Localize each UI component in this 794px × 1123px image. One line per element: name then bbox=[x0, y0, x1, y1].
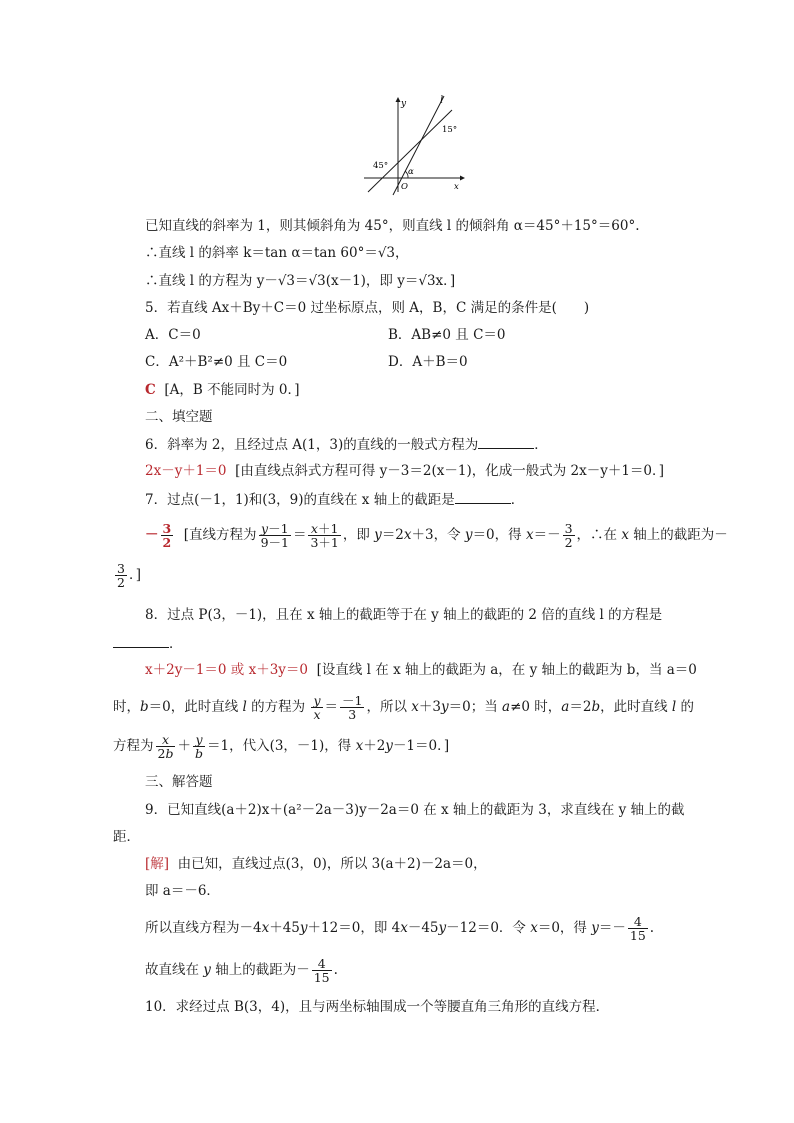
section-solve-heading: 三、解答题 bbox=[145, 774, 213, 790]
q4-solution-line2: ∴直线 l 的斜率 k＝tan α＝tan 60°＝√3， bbox=[145, 245, 409, 261]
q5-option-a: A．C＝0 bbox=[145, 327, 201, 343]
fig-label-45: 45° bbox=[373, 161, 389, 171]
q8-blank-line: ． bbox=[113, 633, 183, 654]
line-l bbox=[393, 96, 444, 195]
q6-explain: [由直线点斜式方程可得 y－3＝2(x－1)，化成一般式为 2x－y＋1＝0．] bbox=[235, 463, 665, 479]
q9-solution-line1 bbox=[145, 854, 487, 874]
q8-stem: 8．过点 P(3，－1)，且在 x 轴上的截距等于在 y 轴上的截距的 2 倍的直线 l 的方程是 bbox=[145, 607, 663, 623]
fig-label-y: y bbox=[401, 99, 407, 109]
q8-explain-line2: 时，b＝0，此时直线 l 的方程为 $\frac{y}{x}$ ＝ $\frac{-1}{3}$ ，所以 x＋3y＝0；当 a≠0 时，a＝2b，此时直线 l 的 bbox=[113, 693, 695, 722]
q5-answer-line bbox=[145, 380, 299, 400]
fig-label-o: O bbox=[401, 182, 408, 192]
q9-stem1: 9．已知直线(a＋2)x＋(a²－2a－3)y－2a＝0 在 x 轴上的截距为 3，求直线在 y 轴上的截 bbox=[145, 802, 685, 818]
q8-explain1: [设直线 l 在 x 轴上的截距为 a，在 y 轴上的截距为 b，当 a＝0 bbox=[316, 662, 697, 678]
q7-answer-line: － $\frac{3}{2}$ [直线方程为 $\frac{y-1}{9-1}$ ＝ $\frac{x+1}{3+1}$ ，即 y＝2x＋3，令 y＝0，得 x＝－ $\frac{3}{2}$ ，∴在 x 轴上的截距为－ bbox=[145, 521, 728, 550]
q5-option-b: B．AB≠0 且 C＝0 bbox=[388, 327, 506, 343]
x-axis-arrow bbox=[460, 176, 465, 181]
q9-solution-line4: 故直线在 y 轴上的截距为－ $\frac{4}{15}$ . bbox=[145, 956, 338, 985]
q6-stem-line: 6．斜率为 2，且经过点 A(1，3)的直线的一般式方程为 ． bbox=[145, 434, 548, 455]
fig-label-x: x bbox=[454, 182, 459, 192]
q6-answer-line bbox=[145, 461, 664, 481]
q8-explain-line3: 方程为 $\frac{x}{2b}$ ＋ $\frac{y}{b}$ ＝1，代入(3，－1)，得 x＋2y－1＝0．] bbox=[113, 732, 450, 761]
q5-stem: 5．若直线 Ax＋By＋C＝0 过坐标原点，则 A，B，C 满足的条件是( ) bbox=[145, 300, 590, 316]
q7-blank bbox=[455, 489, 511, 504]
q6-blank bbox=[478, 434, 534, 449]
q9-solution-line3: 所以直线方程为－4x＋45y＋12＝0，即 4x－45y－12＝0．令 x＝0，得 y＝－ $\frac{4}{15}$ . bbox=[145, 914, 655, 943]
line-angle-figure bbox=[360, 92, 470, 196]
line-45 bbox=[368, 110, 452, 192]
q9-solution-line2: 即 a＝－6． bbox=[145, 883, 220, 899]
q7-stem: 7．过点(－1，1)和(3，9)的直线在 x 轴上的截距是 bbox=[145, 492, 455, 508]
q8-answer: x＋2y－1＝0 或 x＋3y＝0 bbox=[145, 662, 309, 678]
fig-label-15: 15° bbox=[442, 125, 458, 135]
q5-option-d: D．A＋B＝0 bbox=[388, 354, 468, 370]
q8-blank bbox=[113, 633, 169, 648]
fig-label-alpha: α bbox=[408, 167, 414, 177]
y-axis-arrow bbox=[396, 97, 401, 102]
q7-stem-line: 7．过点(－1，1)和(3，9)的直线在 x 轴上的截距是 ． bbox=[145, 489, 524, 510]
q9-solution-text1: 由已知，直线过点(3，0)，所以 3(a＋2)－2a＝0， bbox=[177, 856, 487, 872]
q9-stem2: 距． bbox=[113, 829, 140, 845]
q5-answer: C bbox=[145, 382, 156, 398]
q6-answer: 2x－y＋1＝0 bbox=[145, 463, 227, 479]
q7-answer-wrap: $\frac{3}{2}$ ．] bbox=[117, 561, 141, 590]
q9-solution-tag: [解] bbox=[145, 856, 170, 872]
q5-explain: [A，B 不能同时为 0．] bbox=[164, 382, 300, 398]
q10-stem: 10．求经过点 B(3，4)，且与两坐标轴围成一个等腰直角三角形的直线方程． bbox=[145, 999, 610, 1015]
q4-solution-line3: ∴直线 l 的方程为 y－√3＝√3(x－1)，即 y＝√3x．] bbox=[145, 273, 456, 289]
q4-solution-line1: 已知直线的斜率为 1，则其倾斜角为 45°，则直线 l 的倾斜角 α＝45°＋15°＝60°. bbox=[145, 218, 640, 234]
q6-stem: 6．斜率为 2，且经过点 A(1，3)的直线的一般式方程为 bbox=[145, 437, 479, 453]
q7-answer: － $\frac{3}{2}$ bbox=[145, 521, 172, 550]
section-fill-in-heading: 二、填空题 bbox=[145, 409, 213, 425]
q8-answer-line bbox=[145, 660, 697, 680]
q5-option-c: C．A²＋B²≠0 且 C＝0 bbox=[145, 354, 288, 370]
fig-label-l: l bbox=[440, 95, 444, 106]
